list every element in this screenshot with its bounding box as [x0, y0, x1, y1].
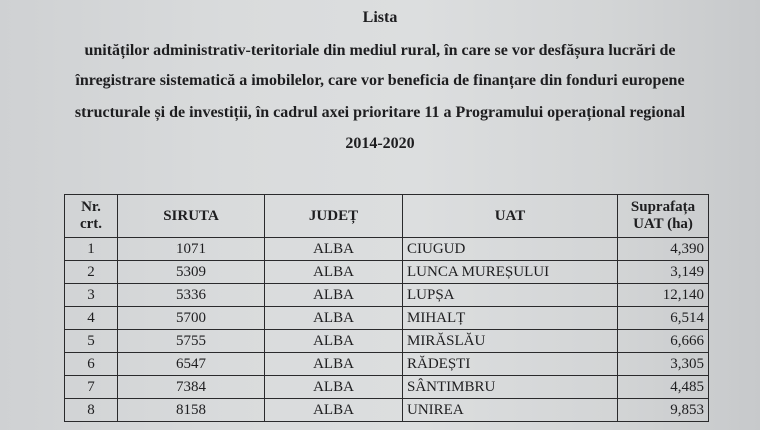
cell-suprafata: 6,514 [618, 307, 709, 330]
cell-siruta: 5755 [118, 330, 265, 353]
cell-nr: 6 [65, 353, 118, 376]
cell-uat: MIHALȚ [403, 307, 618, 330]
table-row [65, 284, 709, 307]
header-row [65, 195, 709, 238]
cell-nr: 2 [65, 261, 118, 284]
cell-uat: MIRĂSLĂU [403, 330, 618, 353]
table-row [65, 330, 709, 353]
cell-siruta: 7384 [118, 376, 265, 399]
cell-uat: LUPȘA [403, 284, 618, 307]
table-row [65, 376, 709, 399]
cell-nr: 8 [65, 399, 118, 422]
header-siruta: SIRUTA [118, 195, 265, 238]
cell-suprafata: 3,305 [618, 353, 709, 376]
table-row [65, 353, 709, 376]
subtitle-line-2: înregistrare sistematică a imobilelor, care vor beneficia de finanțare din fonduri europene [75, 72, 685, 89]
table-body [65, 238, 709, 422]
cell-nr: 3 [65, 284, 118, 307]
cell-siruta: 8158 [118, 399, 265, 422]
cell-siruta: 1071 [118, 238, 265, 261]
cell-judet: ALBA [265, 307, 403, 330]
cell-nr: 5 [65, 330, 118, 353]
header-judet: JUDEȚ [265, 195, 403, 238]
cell-siruta: 5336 [118, 284, 265, 307]
table-row [65, 399, 709, 422]
cell-suprafata: 6,666 [618, 330, 709, 353]
cell-uat: RĂDEȘTI [403, 353, 618, 376]
header-uat: UAT [403, 195, 618, 238]
cell-judet: ALBA [265, 376, 403, 399]
cell-suprafata: 12,140 [618, 284, 709, 307]
cell-uat: SÂNTIMBRU [403, 376, 618, 399]
cell-judet: ALBA [265, 284, 403, 307]
cell-siruta: 6547 [118, 353, 265, 376]
subtitle-line-1: unităților administrativ-teritoriale din mediul rural, în care se vor desfășura lucrări de [84, 42, 676, 59]
table-row [65, 261, 709, 284]
cell-judet: ALBA [265, 399, 403, 422]
cell-judet: ALBA [265, 330, 403, 353]
header-nr [65, 195, 118, 238]
cell-uat: CIUGUD [403, 238, 618, 261]
document-title: Lista [362, 9, 398, 26]
table-row [65, 238, 709, 261]
cell-judet: ALBA [265, 261, 403, 284]
cell-nr: 1 [65, 238, 118, 261]
cell-uat: UNIREA [403, 399, 618, 422]
header-suprafata [618, 195, 709, 238]
uat-table [64, 194, 709, 422]
cell-suprafata: 4,485 [618, 376, 709, 399]
cell-nr: 4 [65, 307, 118, 330]
header-suprafata-label: Suprafața UAT (ha) [630, 199, 696, 232]
cell-suprafata: 9,853 [618, 399, 709, 422]
cell-suprafata: 3,149 [618, 261, 709, 284]
subtitle-line-4: 2014-2020 [345, 135, 415, 152]
cell-siruta: 5700 [118, 307, 265, 330]
header-nr-label: Nr. crt. [79, 199, 103, 232]
cell-nr: 7 [65, 376, 118, 399]
cell-uat: LUNCA MUREȘULUI [403, 261, 618, 284]
subtitle-line-3: structurale și de investiții, în cadrul axei prioritare 11 a Programului operațional regional [74, 104, 686, 121]
cell-judet: ALBA [265, 353, 403, 376]
cell-suprafata: 4,390 [618, 238, 709, 261]
cell-judet: ALBA [265, 238, 403, 261]
table-header [65, 195, 709, 238]
table-row [65, 307, 709, 330]
cell-siruta: 5309 [118, 261, 265, 284]
